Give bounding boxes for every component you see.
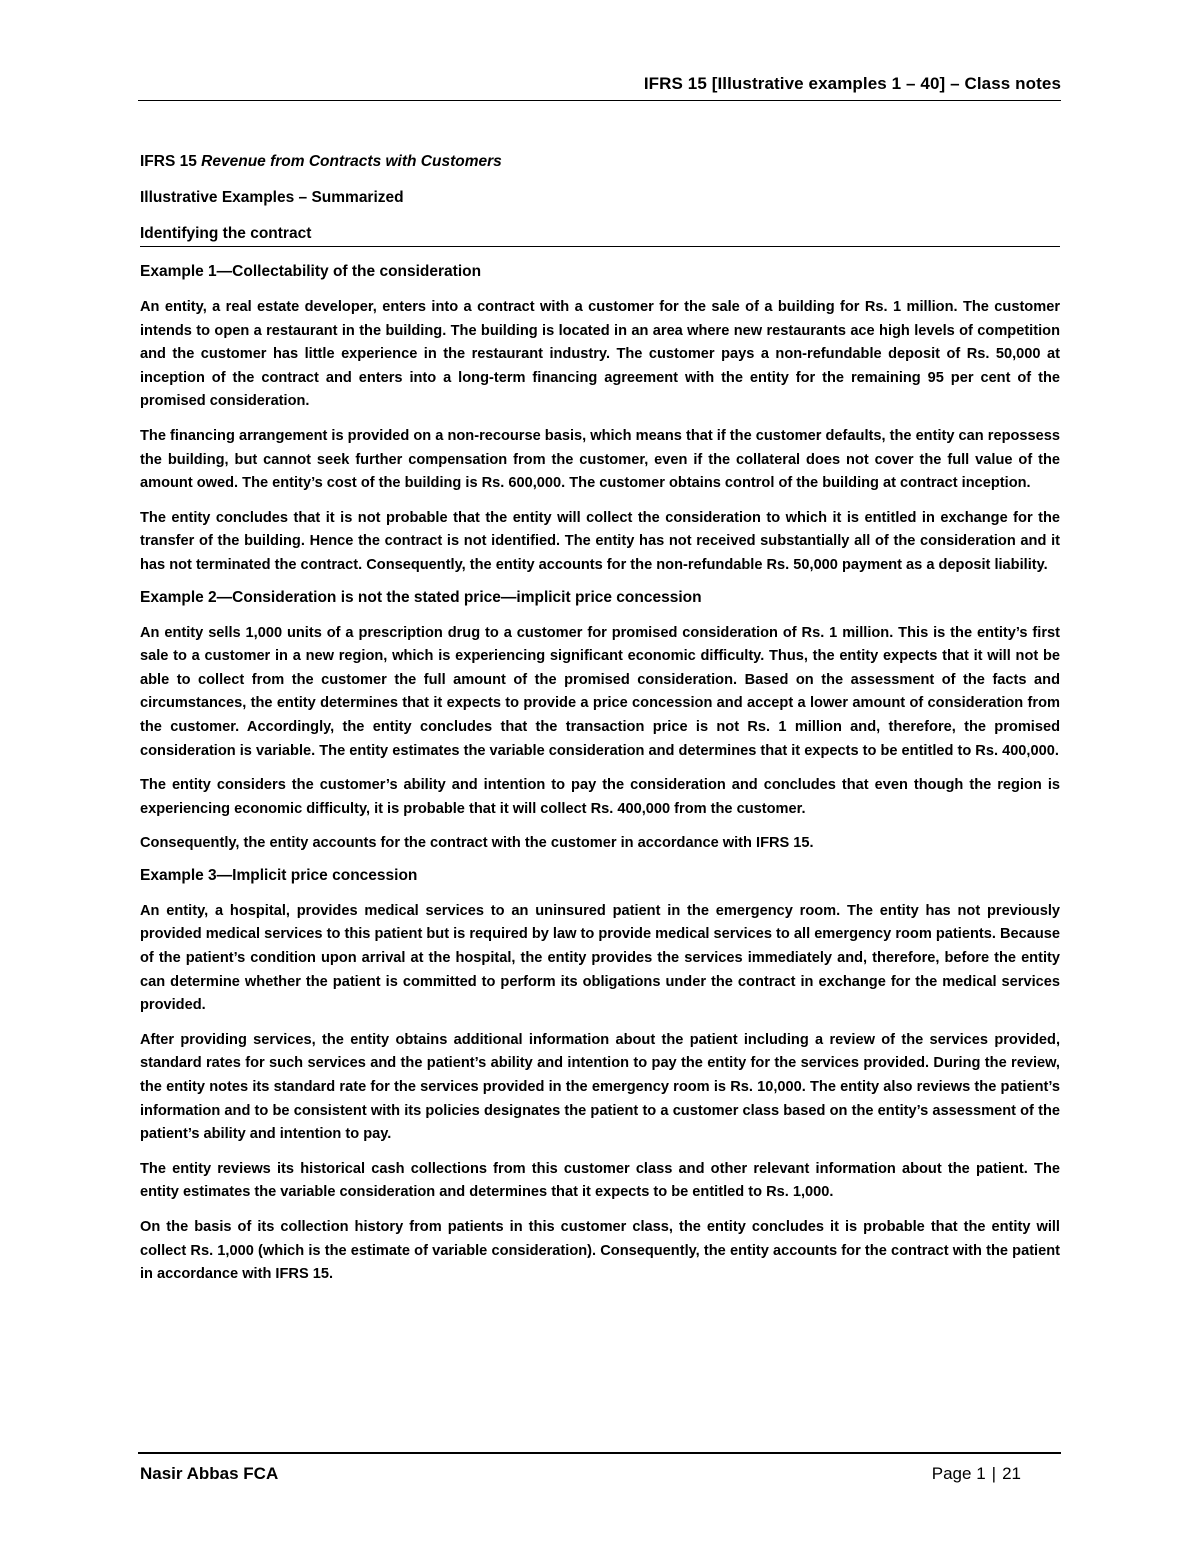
page-label: Page 1 [931, 1464, 986, 1483]
paragraph: An entity sells 1,000 units of a prescription drug to a customer for promised consideration of Rs. 1 million. This is the entity’s first sale to a customer in a new region, which is experiencing significant economic difficulty. Thus, the entity expects that it will not be able to collect from the customer the full amount of the promised consideration. Based on the assessment of the facts and circumstances, the entity determines that it expects to provide a price concession and accept a lower amount of consideration from the customer. Accordingly, the entity concludes that the transaction price is not Rs. 1 million and, therefore, the promised consideration is variable. The entity estimates the variable consideration and determines that it expects to be entitled to Rs. 400,000. [140, 624, 1060, 759]
page-separator: | [991, 1464, 997, 1483]
standard-code: IFRS 15 [140, 153, 197, 170]
page-footer [138, 1452, 1061, 1494]
page-number [932, 1464, 1021, 1484]
paragraph: The financing arrangement is provided on a non-recourse basis, which means that if the customer defaults, the entity can repossess the building, but cannot seek further compensation from the customer, even if the collateral does not cover the full value of the amount owed. The entity’s cost of the building is Rs. 600,000. The customer obtains control of the building at contract inception. [140, 427, 1060, 492]
document-title [140, 153, 1060, 171]
page-header [138, 72, 1061, 101]
example-1 [140, 263, 1060, 578]
example-heading: Example 3—Implicit price concession [140, 866, 418, 884]
example-3 [140, 867, 1060, 1287]
example-heading: Example 1—Collectability of the consideration [140, 263, 482, 280]
document-subtitle: Illustrative Examples – Summarized [140, 189, 404, 206]
example-heading: Example 2—Consideration is not the stated price—implicit price concession [140, 588, 702, 606]
paragraph: After providing services, the entity obtains additional information about the patient including a review of the services provided, standard rates for such services and the patient’s ability and intention to pay the entity for the services provided. During the review, the entity notes its standard rate for the services provided in the emergency room is Rs. 10,000. The entity also reviews the patient’s information and to be consistent with its policies designates the patient to a customer class based on the entity’s assessment of the patient’s ability and intention to pay. [140, 1031, 1060, 1143]
paragraph: The entity reviews its historical cash collections from this customer class and other relevant information about the patient. The entity estimates the variable consideration and determines that it expects to be entitled to Rs. 1,000. [140, 1160, 1060, 1201]
header-title: IFRS 15 [Illustrative examples 1 – 40] – Class notes [643, 74, 1061, 93]
standard-title: Revenue from Contracts with Customers [201, 153, 502, 170]
paragraph: An entity, a real estate developer, enters into a contract with a customer for the sale of a building for Rs. 1 million. The customer intends to open a restaurant in the building. The building is located in an area where new restaurants ace high levels of competition and the customer has little experience in the restaurant industry. The customer pays a non-refundable deposit of Rs. 50,000 at inception of the contract and enters into a long-term financing agreement with the entity for the remaining 95 per cent of the promised consideration. [140, 299, 1060, 410]
footer-author: Nasir Abbas FCA [140, 1464, 279, 1483]
paragraph: The entity concludes that it is not probable that the entity will collect the consideration to which it is entitled in exchange for the transfer of the building. Hence the contract is not identified. The entity has not received substantially all of the consideration and it has not terminated the contract. Consequently, the entity accounts for the non-refundable Rs. 50,000 payment as a deposit liability. [140, 509, 1060, 573]
paragraph: The entity considers the customer’s ability and intention to pay the consideration and concludes that even though the region is experiencing economic difficulty, it is probable that it will collect Rs. 400,000 from the customer. [140, 777, 1060, 817]
paragraph: An entity, a hospital, provides medical services to an uninsured patient in the emergency room. The entity has not previously provided medical services to this patient but is required by law to provide medical services to all emergency room patients. Because of the patient’s condition upon arrival at the hospital, the entity provides the services immediately and, therefore, before the entity can determine whether the patient is committed to perform its obligations under the contract in exchange for the medical services provided. [140, 902, 1060, 1014]
page-total: 21 [1002, 1464, 1021, 1483]
section-heading: Identifying the contract [140, 225, 1060, 247]
paragraph: Consequently, the entity accounts for the contract with the customer in accordance with IFRS 15. [140, 835, 814, 852]
paragraph: On the basis of its collection history from patients in this customer class, the entity concludes it is probable that the entity will collect Rs. 1,000 (which is the estimate of variable consideration). Consequently, the entity accounts for the contract with the patient in accordance with IFRS 15. [140, 1219, 1060, 1283]
document-body [140, 153, 1060, 1298]
example-2 [140, 589, 1060, 856]
